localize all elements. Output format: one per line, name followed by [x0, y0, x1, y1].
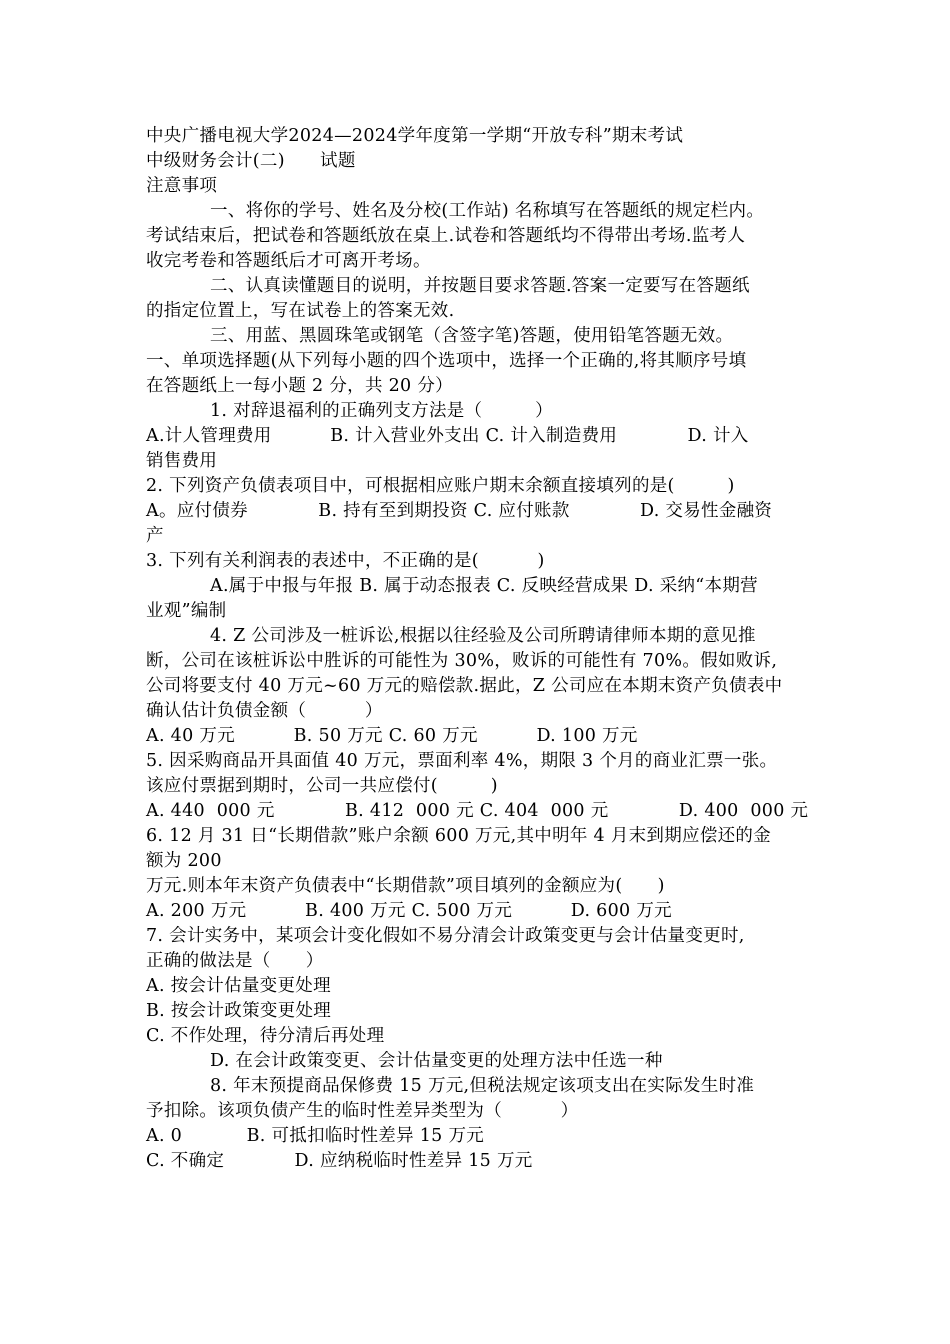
question-text: 8. 年末预提商品保修费 15 万元,但税法规定该项支出在实际发生时准 — [210, 1076, 755, 1096]
section-heading: 一、单项选择题(从下列每小题的四个选项中，选择一个正确的,将其顺序号填 — [146, 351, 747, 371]
section-heading: 在答题纸上一每小题 2 分，共 20 分） — [146, 376, 453, 396]
question-text: 7. 会计实务中，某项会计变化假如不易分清会计政策变更与会计估量变更时, — [146, 926, 745, 946]
answer-options: 销售费用 — [146, 451, 218, 471]
notice-heading: 注意事项 — [146, 176, 218, 196]
answer-options: C. 不确定 D. 应纳税临时性差异 15 万元 — [146, 1151, 533, 1171]
answer-options: A. 40 万元 B. 50 万元 C. 60 万元 D. 100 万元 — [146, 726, 638, 746]
question-text: 5. 因采购商品开具面值 40 万元，票面利率 4%，期限 3 个月的商业汇票一张。 — [146, 751, 778, 771]
notice-line: 收完考卷和答题纸后才可离开考场。 — [146, 251, 431, 271]
question-text: 6. 12 月 31 日“长期借款”账户余额 600 万元,其中明年 4 月末到期应偿还的金 — [146, 826, 772, 846]
exam-subtitle: 中级财务会计(二) 试题 — [146, 151, 356, 171]
question-text: 4. Z 公司涉及一桩诉讼,根据以往经验及公司所聘请律师本期的意见推 — [210, 626, 756, 646]
question-text: 额为 200 — [146, 851, 222, 871]
exam-title: 中央广播电视大学2024—2024学年度第一学期“开放专科”期末考试 — [146, 126, 684, 146]
question-text: 万元.则本年末资产负债表中“长期借款”项目填列的金额应为( ) — [146, 876, 665, 896]
question-text: 确认估计负债金额（ ） — [146, 701, 383, 721]
answer-options: 产 — [146, 526, 164, 546]
answer-option: A. 按会计估量变更处理 — [146, 976, 331, 996]
notice-line: 考试结束后，把试卷和答题纸放在桌上.试卷和答题纸均不得带出考场.监考人 — [146, 226, 746, 246]
answer-options: A. 440 000 元 B. 412 000 元 C. 404 000 元 D. 400 000 元 — [146, 801, 809, 821]
answer-option: B. 按会计政策变更处理 — [146, 1001, 332, 1021]
question-text: 正确的做法是（ ） — [146, 951, 324, 971]
notice-line: 一、将你的学号、姓名及分校(工作站) 名称填写在答题纸的规定栏内。 — [210, 201, 765, 221]
answer-option: C. 不作处理，待分清后再处理 — [146, 1026, 385, 1046]
notice-line: 的指定位置上，写在试卷上的答案无效. — [146, 301, 455, 321]
notice-line: 三、用蓝、黑圆珠笔或钢笔（含签字笔)答题，使用铅笔答题无效。 — [210, 326, 734, 346]
question-text: 3. 下列有关利润表的表述中，不正确的是( ) — [146, 551, 545, 571]
answer-options: A。应付债券 B. 持有至到期投资 C. 应付账款 D. 交易性金融资 — [146, 501, 773, 521]
answer-options: A.计人管理费用 B. 计入营业外支出 C. 计入制造费用 D. 计入 — [146, 426, 749, 446]
answer-options: 业观”编制 — [146, 601, 227, 621]
notice-line: 二、认真读懂题目的说明，并按题目要求答题.答案一定要写在答题纸 — [210, 276, 750, 296]
question-text: 1. 对辞退福利的正确列支方法是（ ） — [210, 401, 553, 421]
answer-option: D. 在会计政策变更、会计估量变更的处理方法中任选一种 — [210, 1051, 663, 1071]
question-text: 予扣除。该项负债产生的临时性差异类型为（ ） — [146, 1101, 579, 1121]
question-text: 公司将要支付 40 万元~60 万元的赔偿款.据此，Z 公司应在本期末资产负债表中 — [146, 676, 783, 696]
question-text: 断，公司在该桩诉讼中胜诉的可能性为 30%，败诉的可能性有 70%。假如败诉, — [146, 651, 778, 671]
answer-options: A.属于中报与年报 B. 属于动态报表 C. 反映经营成果 D. 采纳“本期营 — [210, 576, 758, 596]
answer-options: A. 0 B. 可抵扣临时性差异 15 万元 — [146, 1126, 485, 1146]
question-text: 2. 下列资产负债表项目中，可根据相应账户期末余额直接填列的是( ) — [146, 476, 735, 496]
question-text: 该应付票据到期时，公司一共应偿付( ) — [146, 776, 498, 796]
answer-options: A. 200 万元 B. 400 万元 C. 500 万元 D. 600 万元 — [146, 901, 672, 921]
